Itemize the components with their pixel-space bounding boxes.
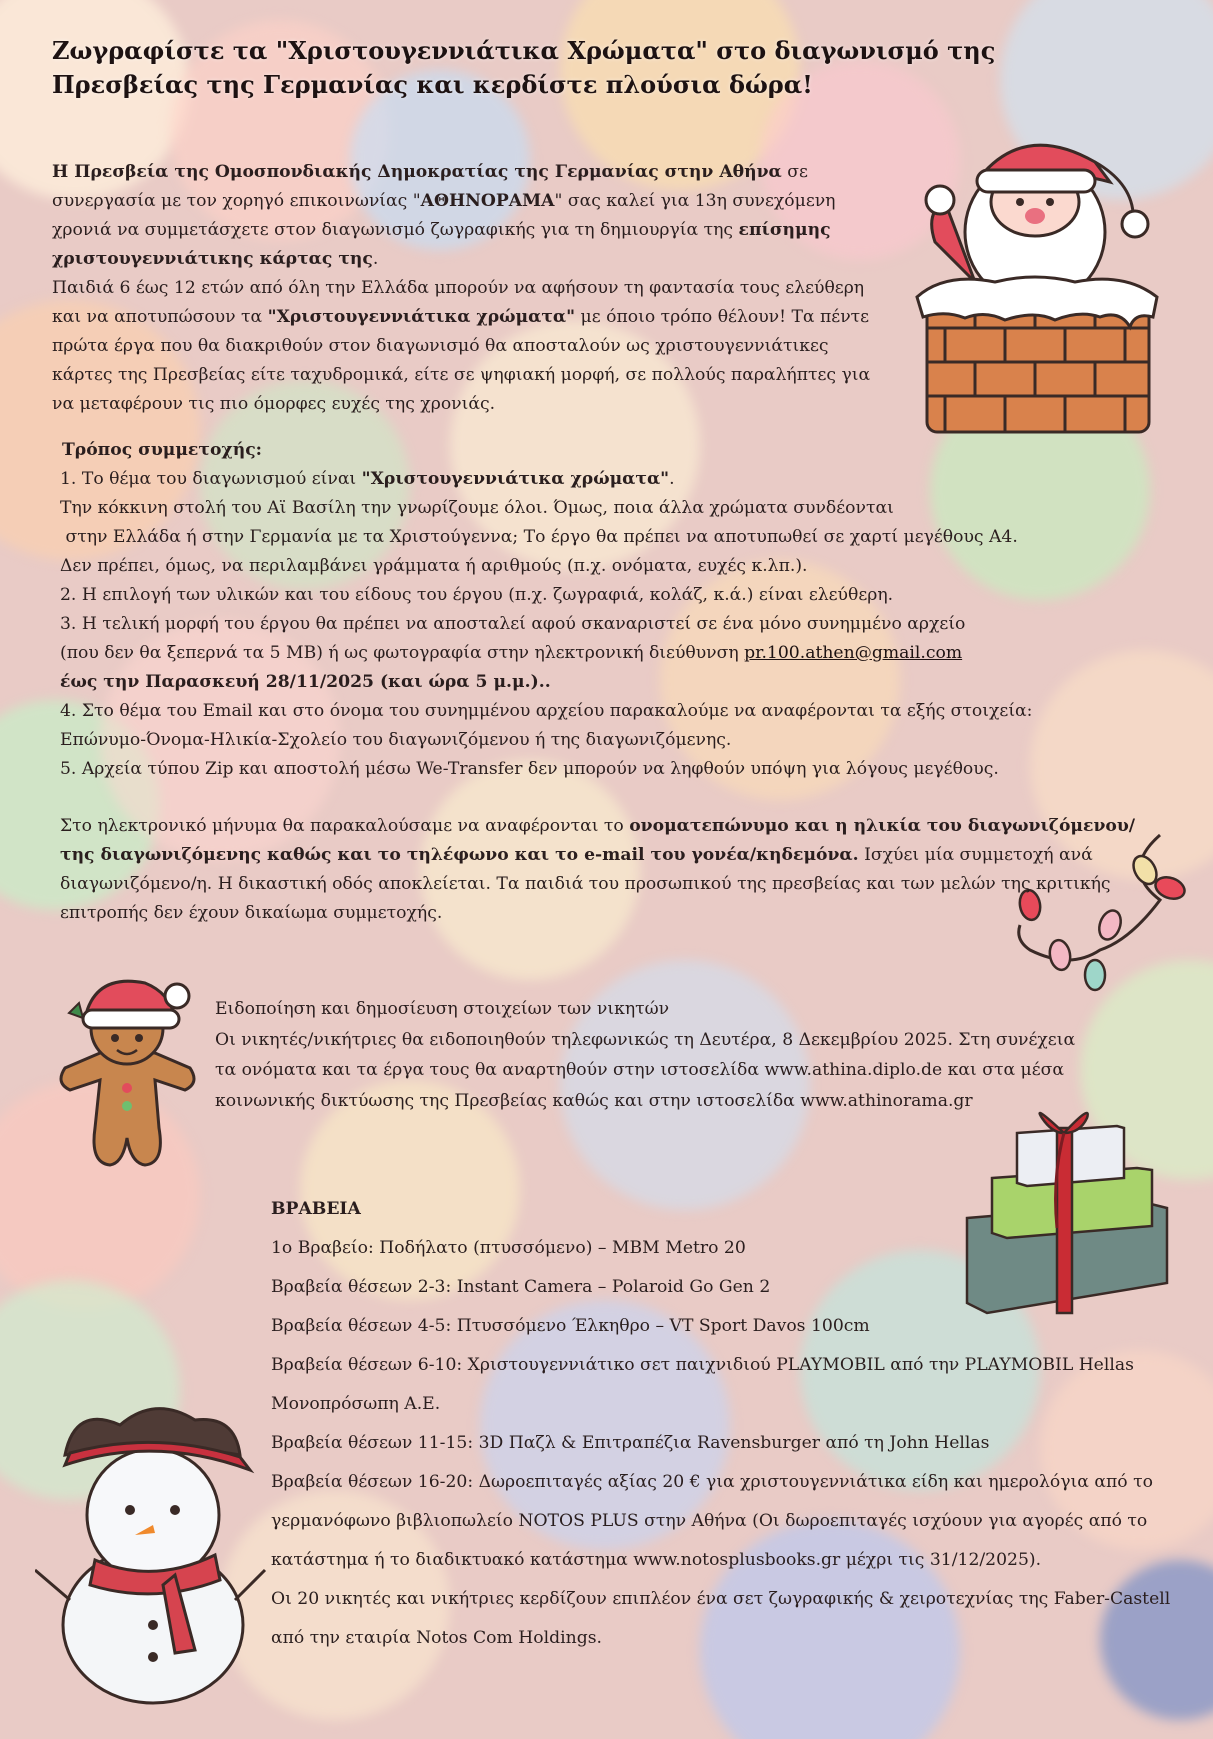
prize-4: Βραβεία θέσεων 6-10: Χριστουγεννιάτικο σετ παιχνιδιού PLAYMOBIL από την PLAYMOBIL Hellas Μονοπρόσωπη Α.Ε. [271,1355,1134,1414]
rule-1-line-4: Δεν πρέπει, όμως, να περιλαμβάνει γράμματα ή αριθμούς (π.χ. ονόματα, ευχές κ.λπ.). [60,556,808,576]
winners-notice [215,994,1085,1116]
rule-1 [60,465,1170,494]
rule-1-theme: "Χριστουγεννιάτικα χρώματα" [361,469,670,489]
intro-paragraph-2 [52,274,892,419]
intro-text-b: " σας καλεί για 13η συνεχόμενη χρονιά να συμμετάσχετε στον διαγωνισμό ζωγραφικής για τη δημιουργία της [52,191,836,240]
embassy-name: Η Πρεσβεία της Ομοσπονδιακής Δημοκρατίας της Γερμανίας στην Αθήνα [52,162,782,182]
intro-text-a: σε συνεργασία με τον χορηγό επικοινωνίας " [52,162,808,211]
rule-3-line-1: 3. Η τελική μορφή του έργου θα πρέπει να αποσταλεί αφού σκαναριστεί σε ένα μόνο συνημμένο αρχείο [60,614,966,634]
deadline-text: έως την Παρασκευή 28/11/2025 (και ώρα 5 μ.μ.) [60,672,539,692]
intro-text-c: . [372,249,379,269]
deadline [60,668,1170,697]
prizes-section [271,1190,1181,1658]
title-line-2: Πρεσβείας της Γερμανίας και κερδίστε πλούσια δώρα! [52,70,813,99]
rule-4-line-2: Επώνυμο-Όνομα-Ηλικία-Σχολείο του διαγωνιζόμενου ή της διαγωνιζόμενης. [60,730,732,750]
deadline-tail: .. [538,672,551,692]
rule-1-line-3: στην Ελλάδα ή στην Γερμανία με τα Χριστούγεννα; Το έργο θα πρέπει να αποτυπωθεί σε χαρτί μεγέθους Α4. [60,527,1018,547]
santa-chimney-illustration [905,132,1165,447]
intro-paragraph-1 [52,158,892,274]
rule-1-line-2: Την κόκκινη στολή του Αϊ Βασίλη την γνωρίζουμε όλοι. Όμως, ποια άλλα χρώματα συνδέονται [60,498,894,518]
rule-1-text: 1. Το θέμα του διαγωνισμού είναι [60,469,362,489]
rule-5: 5. Αρχεία τύπου Zip και αποστολή μέσω We-Transfer δεν μπορούν να ληφθούν υπόψη για λόγους μεγέθους. [60,759,999,779]
intro-text-e: με όποιο τρόπο θέλουν! Τα πέντε πρώτα έργα που θα διακριθούν στον διαγωνισμό θα αποσταλούν ως χριστουγεννιάτικες κάρτες της Πρεσβείας είτε ταχυδρομικά, είτε σε ψηφιακή μορφή, σε πολλούς παραλήπτες για να μεταφέρουν τις πιο όμορφες ευχές της χρονιάς. [52,307,871,414]
rule-1-end: . [669,469,675,489]
theme-text: "Χριστουγεννιάτικα χρώματα" [267,307,576,327]
intro-text-d: Παιδιά 6 έως 12 ετών από όλη την Ελλάδα μπορούν να αφήσουν τη φαντασία τους ελεύθερη και να αποτυπώσουν τα [52,278,865,327]
email-link[interactable]: pr.100.athen@gmail.com [744,643,963,663]
submission-text-a: Στο ηλεκτρονικό μήνυμα θα παρακαλούσαμε να αναφέρονται το [60,816,630,836]
sponsor-name: ΑΘΗΝΟΡΑΜΑ [420,191,555,211]
snowman-illustration [35,1395,270,1710]
submission-text-b: Ισχύει μία συμμετοχή ανά διαγωνιζόμενο/η. Η δικαστική οδός αποκλείεται. Τα παιδιά του προσωπικού της πρεσβείας και των μελών της κριτικής επιτροπής δεν έχουν δικαίωμα συμμετοχής. [60,845,1111,923]
prize-3: Βραβεία θέσεων 4-5: Πτυσσόμενο Έλκηθρο – VT Sport Davos 100cm [271,1316,870,1336]
intro-section [52,158,892,419]
notice-heading: Ειδοποίηση και δημοσίευση στοιχείων των νικητών [215,999,670,1019]
title-line-1: Ζωγραφίστε τα "Χριστουγεννιάτικα Χρώματα" στο διαγωνισμό της [52,36,996,65]
rule-2: 2. Η επιλογή των υλικών και του είδους του έργου (π.χ. ζωγραφιά, κολάζ, κ.ά.) είναι ελεύθερη. [60,585,894,605]
official-card-text: επίσημης χριστουγεννιάτικης κάρτας της [52,220,831,269]
rules-heading: Τρόπος συμμετοχής: [62,440,263,460]
prize-6: Βραβεία θέσεων 16-20: Δωροεπιταγές αξίας 20 € για χριστουγεννιάτικα είδη και ημερολόγια από το γερμανόφωνο βιβλιοπωλείο NOTOS PLUS στην Αθήνα (Οι δωροεπιταγές ισχύουν για αγορές από το κατάστημα ή το διαδικτυακό κατάστημα www.notosplusbooks.gr μέχρι τις 31/12/2025). [271,1472,1153,1570]
prizes-heading: ΒΡΑΒΕΙΑ [271,1199,361,1219]
rule-3-text: (που δεν θα ξεπερνά τα 5 MB) ή ως φωτογραφία στην ηλεκτρονική διεύθυνση [60,643,745,663]
prize-7: Οι 20 νικητές και νικήτριες κερδίζουν επιπλέον ένα σετ ζωγραφικής & χειροτεχνίας της Faber-Castell από την εταιρία Notos Com Holdings. [271,1589,1171,1648]
prize-2: Βραβεία θέσεων 2-3: Instant Camera – Polaroid Go Gen 2 [271,1277,771,1297]
rule-3-line-2 [60,639,1170,668]
participation-rules [60,436,1170,784]
prize-1: 1ο Βραβείο: Ποδήλατο (πτυσσόμενο) – MBM Metro 20 [271,1238,746,1258]
page-title [52,34,1052,102]
rule-4-line-1: 4. Στο θέμα του Email και στο όνομα του συνημμένου αρχείου παρακαλούμε να αναφέρονται τα εξής στοιχεία: [60,701,1033,721]
notice-text: Οι νικητές/νικήτριες θα ειδοποιηθούν τηλεφωνικώς τη Δευτέρα, 8 Δεκεμβρίου 2025. Στη συνέχεια τα ονόματα και τα έργα τους θα αναρτηθούν στην ιστοσελίδα www.athina.diplo.de και στα μέσα κοινωνικής δικτύωσης της Πρεσβείας καθώς και στην ιστοσελίδα www.athinorama.gr [215,1029,1076,1111]
submission-info [60,812,1140,928]
gingerbread-man-illustration [55,968,200,1173]
submission-required-fields: ονοματεπώνυμο και η ηλικία του διαγωνιζόμενου/της διαγωνιζόμενης καθώς και το τηλέφωνο και το e-mail του γονέα/κηδεμόνα. [60,816,1136,865]
prize-5: Βραβεία θέσεων 11-15: 3D Παζλ & Επιτραπέζια Ravensburger από τη John Hellas [271,1433,990,1453]
